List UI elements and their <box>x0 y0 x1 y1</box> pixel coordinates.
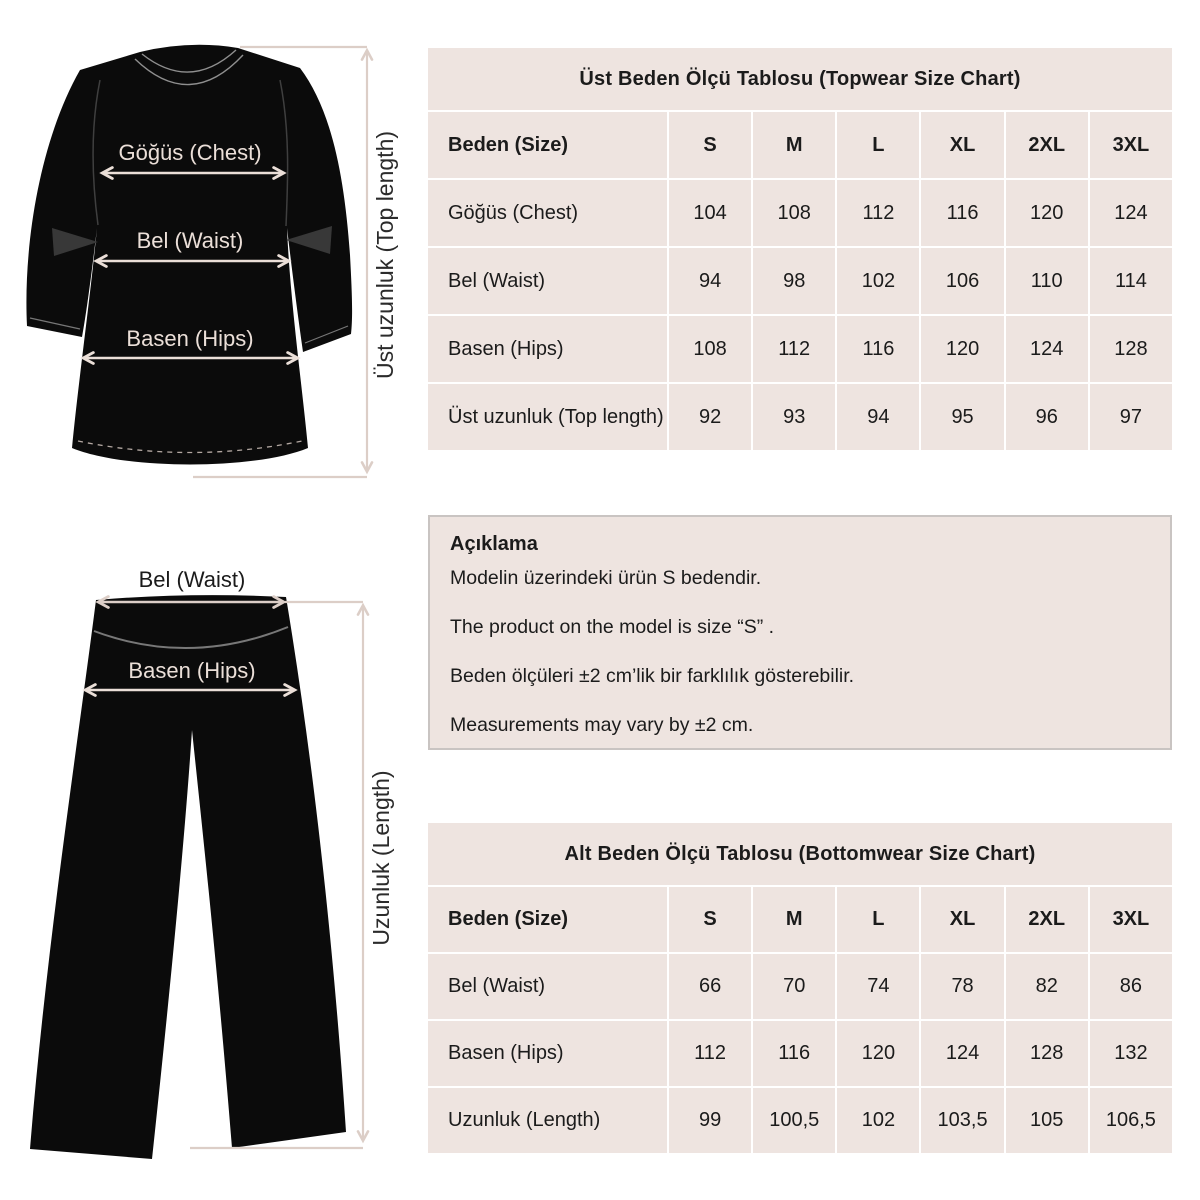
value-cell: 93 <box>753 384 835 450</box>
value-cell: 112 <box>753 316 835 382</box>
value-cell: 94 <box>837 384 919 450</box>
value-cell: 120 <box>837 1021 919 1086</box>
value-cell: 116 <box>921 180 1003 246</box>
tunic-hips-label: Basen (Hips) <box>126 326 254 351</box>
note-line: Beden ölçüleri ±2 cm’lik bir farklılık gösterebilir. <box>450 665 855 687</box>
value-cell: 120 <box>921 316 1003 382</box>
value-cell: 100,5 <box>753 1088 835 1153</box>
value-cell: 102 <box>837 248 919 314</box>
value-cell: 94 <box>669 248 751 314</box>
value-cell: 99 <box>669 1088 751 1153</box>
header-cell: XL <box>921 887 1003 952</box>
header-cell: M <box>753 887 835 952</box>
header-cell: L <box>837 887 919 952</box>
row-label-cell: Üst uzunluk (Top length) <box>428 384 667 450</box>
value-cell: 116 <box>753 1021 835 1086</box>
tunic-length-label: Üst uzunluk (Top length) <box>372 130 398 380</box>
value-cell: 74 <box>837 954 919 1019</box>
header-cell: 2XL <box>1006 887 1088 952</box>
note-line: Modelin üzerindeki ürün S bedendir. <box>450 567 762 589</box>
pants-hips-label: Basen (Hips) <box>128 658 256 683</box>
pants-length-label: Uzunluk (Length) <box>368 770 394 946</box>
table-title: Alt Beden Ölçü Tablosu (Bottomwear Size Chart) <box>428 823 1172 885</box>
header-cell: Beden (Size) <box>428 887 667 952</box>
garment-diagrams <box>0 0 428 1200</box>
value-cell: 105 <box>1006 1088 1088 1153</box>
value-cell: 95 <box>921 384 1003 450</box>
value-cell: 112 <box>669 1021 751 1086</box>
bottomwear-size-table <box>428 823 1172 1153</box>
tunic-silhouette <box>26 45 352 465</box>
value-cell: 108 <box>669 316 751 382</box>
row-label-cell: Bel (Waist) <box>428 954 667 1019</box>
row-label-cell: Göğüs (Chest) <box>428 180 667 246</box>
row-label-cell: Basen (Hips) <box>428 316 667 382</box>
header-cell: 3XL <box>1090 887 1172 952</box>
value-cell: 128 <box>1090 316 1172 382</box>
value-cell: 86 <box>1090 954 1172 1019</box>
tunic-illustration <box>26 45 398 477</box>
header-cell: 3XL <box>1090 112 1172 178</box>
table-title: Üst Beden Ölçü Tablosu (Topwear Size Chart) <box>428 48 1172 110</box>
value-cell: 102 <box>837 1088 919 1153</box>
header-cell: S <box>669 112 751 178</box>
tunic-waist-label: Bel (Waist) <box>136 228 244 253</box>
value-cell: 120 <box>1006 180 1088 246</box>
value-cell: 116 <box>837 316 919 382</box>
value-cell: 104 <box>669 180 751 246</box>
value-cell: 108 <box>753 180 835 246</box>
value-cell: 96 <box>1006 384 1088 450</box>
row-label-cell: Bel (Waist) <box>428 248 667 314</box>
header-cell: L <box>837 112 919 178</box>
value-cell: 124 <box>1090 180 1172 246</box>
value-cell: 97 <box>1090 384 1172 450</box>
value-cell: 128 <box>1006 1021 1088 1086</box>
header-cell: 2XL <box>1006 112 1088 178</box>
value-cell: 103,5 <box>921 1088 1003 1153</box>
header-cell: Beden (Size) <box>428 112 667 178</box>
tunic-chest-label: Göğüs (Chest) <box>118 140 262 165</box>
value-cell: 106 <box>921 248 1003 314</box>
value-cell: 98 <box>753 248 835 314</box>
notes-box <box>428 515 1172 750</box>
note-line: The product on the model is size “S” . <box>450 616 775 638</box>
value-cell: 78 <box>921 954 1003 1019</box>
value-cell: 132 <box>1090 1021 1172 1086</box>
row-label-cell: Uzunluk (Length) <box>428 1088 667 1153</box>
value-cell: 106,5 <box>1090 1088 1172 1153</box>
value-cell: 110 <box>1006 248 1088 314</box>
row-label-cell: Basen (Hips) <box>428 1021 667 1086</box>
value-cell: 66 <box>669 954 751 1019</box>
pants-illustration <box>30 567 394 1159</box>
notes-title: Açıklama <box>450 533 538 555</box>
pants-waist-label: Bel (Waist) <box>138 567 246 592</box>
header-cell: M <box>753 112 835 178</box>
value-cell: 114 <box>1090 248 1172 314</box>
header-cell: S <box>669 887 751 952</box>
topwear-size-table <box>428 48 1172 450</box>
value-cell: 124 <box>921 1021 1003 1086</box>
value-cell: 92 <box>669 384 751 450</box>
value-cell: 70 <box>753 954 835 1019</box>
value-cell: 124 <box>1006 316 1088 382</box>
header-cell: XL <box>921 112 1003 178</box>
note-line: Measurements may vary by ±2 cm. <box>450 714 754 736</box>
value-cell: 112 <box>837 180 919 246</box>
value-cell: 82 <box>1006 954 1088 1019</box>
